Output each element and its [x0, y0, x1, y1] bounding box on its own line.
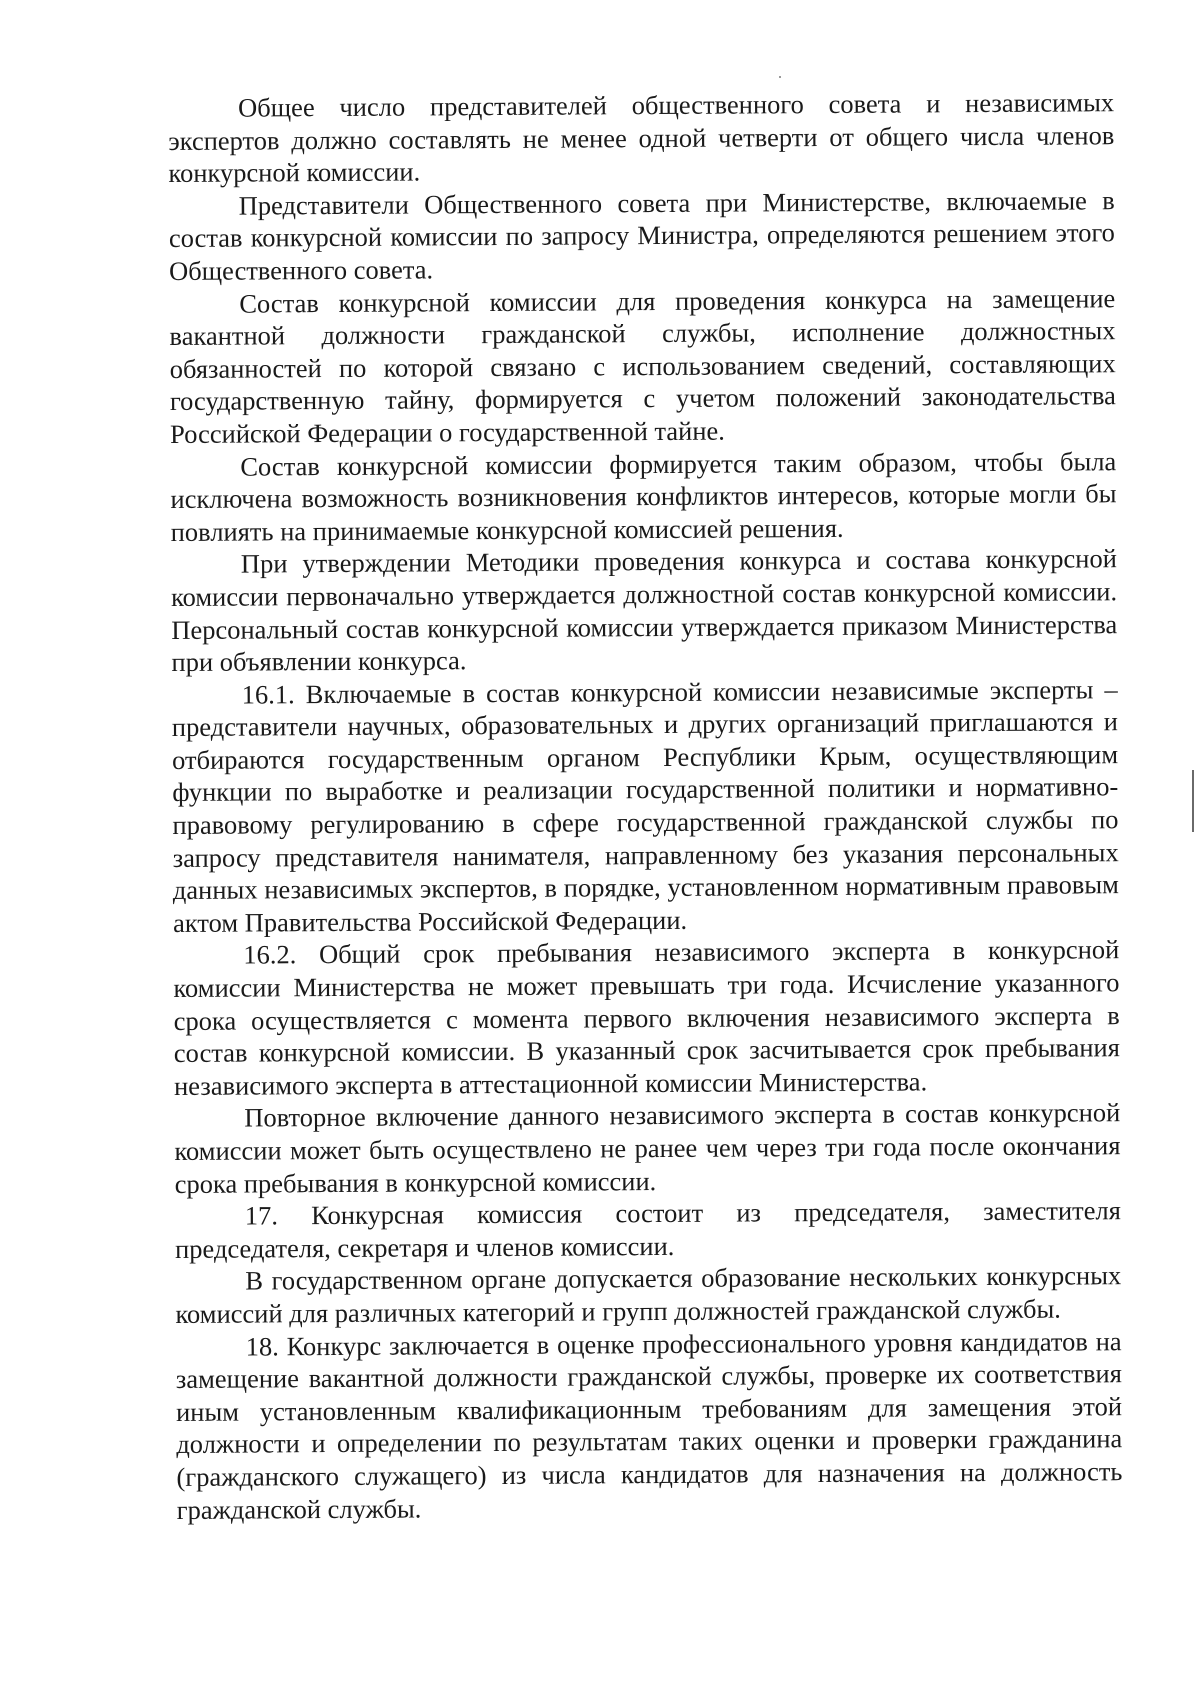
paragraph-public-council-share: Общее число представителей общественного совета и независимых экспертов должно составлять не менее одной четверти от общего числа членов конкурсной комиссии. [168, 87, 1115, 189]
paragraph-repeat-inclusion: Повторное включение данного независимого эксперта в состав конкурсной комиссии может быть осуществлено не ранее чем через три года после окончания срока пребывания в конкурсной комиссии. [174, 1097, 1121, 1199]
paragraph-17: 17. Конкурсная комиссия состоит из председателя, заместителя председателя, секретаря и членов комиссии. [174, 1195, 1121, 1264]
document-body [168, 86, 1123, 1526]
paragraph-16-2: 16.2. Общий срок пребывания независимого эксперта в конкурсной комиссии Министерства не может превышать три года. Исчисление указанного срока осуществляется с момента первого включения независимого эксперта в состав конкурсной комиссии. В указанный срок засчитывается срок пребывания независимого эксперта в аттестационной комиссии Министерства. [173, 934, 1120, 1101]
paragraph-public-council-representatives: Представители Общественного совета при Министерстве, включаемые в состав конкурсной комиссии по запросу Министра, определяются решением этого Общественного совета. [168, 185, 1115, 286]
paragraph-18: 18. Конкурс заключается в оценке профессионального уровня кандидатов на замещение вакантной должности гражданской службы, проверке их соответствия иным установленным квалификационным требованиям для замещения этой должности и определении по результатам таких оценки и проверки гражданина (гражданского служащего) из числа кандидатов для назначения на должность гражданской службы. [175, 1325, 1123, 1525]
paragraph-state-secret: Состав конкурсной комиссии для проведения конкурса на замещение вакантной должности гражданской службы, исполнение должностных обязанностей по которой связано с использованием сведений, составляющих государственную тайну, формируется с учетом положений законодательства Российской Федерации о государственной тайне. [169, 282, 1116, 449]
paragraph-multiple-commissions: В государственном органе допускается образование нескольких конкурсных комиссий для различных категорий и групп должностей гражданской службы. [175, 1260, 1122, 1329]
scan-edge-mark [1192, 770, 1194, 832]
paragraph-conflict-of-interest: Состав конкурсной комиссии формируется таким образом, чтобы была исключена возможность возникновения конфликтов интересов, которые могли бы повлиять на принимаемые конкурсной комиссией решения. [170, 445, 1117, 547]
paragraph-16-1: 16.1. Включаемые в состав конкурсной комиссии независимые эксперты – представители научных, образовательных и других организаций приглашаются и отбираются государственным органом Республики Крым, осуществляющим функции по выработке и реализации государственной политики и нормативно-правовому регулированию в сфере государственной гражданской службы по запросу представителя нанимателя, направленному без указания персональных данных независимых экспертов, в порядке, установленном нормативным правовым актом Правительства Российской Федерации. [171, 673, 1119, 938]
scan-speck [779, 76, 781, 78]
paragraph-methodology-approval: При утверждении Методики проведения конкурса и состава конкурсной комиссии первоначально утверждается должностной состав конкурсной комиссии. Персональный состав конкурсной комиссии утверждается приказом Министерства при объявлении конкурса. [170, 543, 1118, 678]
